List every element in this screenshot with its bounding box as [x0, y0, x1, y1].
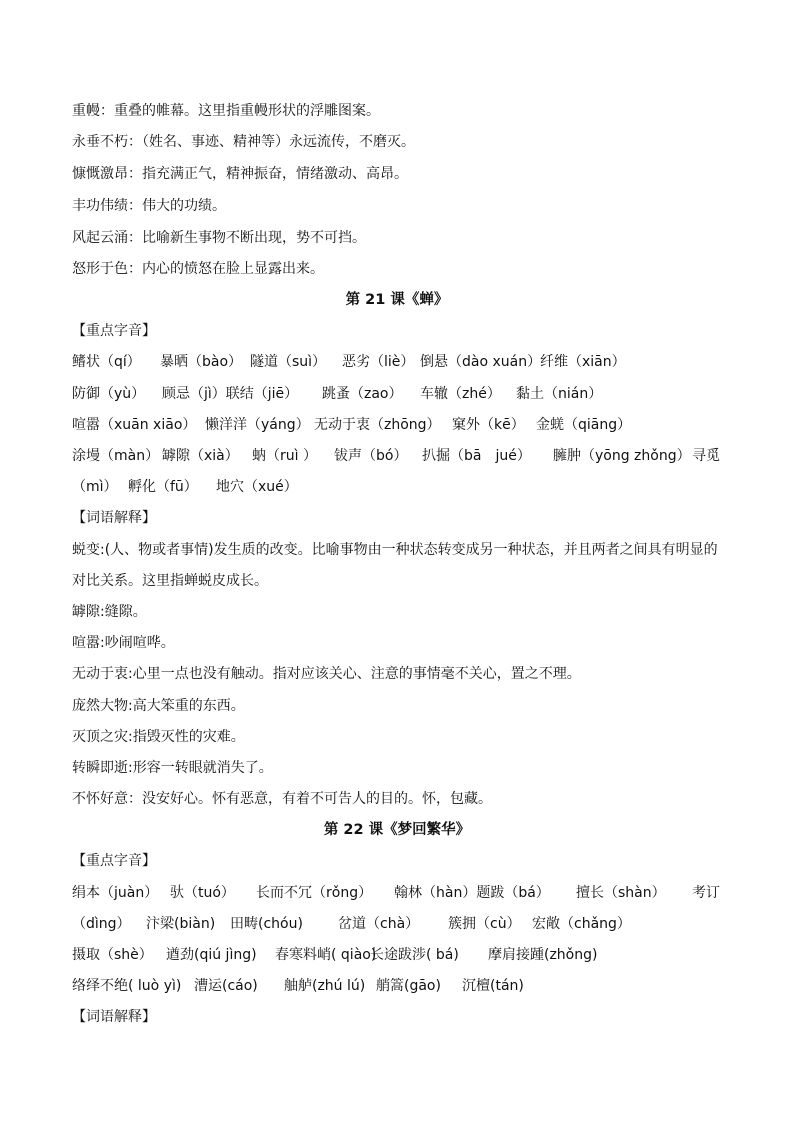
lesson-title: 第 21 课《蝉》 — [345, 292, 449, 308]
definition-line: 对比关系。这里指蝉蜕皮成长。 — [72, 573, 268, 589]
pron-item: 漕运(cáo) — [194, 978, 258, 994]
pron-item: 倒悬（dào xuán） — [420, 354, 542, 370]
pron-item: 跳蚤（zao） — [322, 386, 403, 402]
section-header: 【重点字音】 — [72, 323, 156, 339]
definition-line: 无动于衷:心里一点也没有触动。指对应该关心、注意的事情毫不关心，置之不理。 — [72, 666, 581, 682]
definition-line: 怒形于色：内心的愤怒在脸上显露出来。 — [72, 261, 324, 277]
pron-item: 防御（yù） — [72, 386, 146, 402]
pron-item: 绢本（juàn） — [72, 885, 159, 901]
pron-item: 汴梁(biàn) — [146, 916, 216, 932]
pron-item: 金蜣（qiāng） — [536, 417, 632, 433]
pron-item: 扒掘（bā jué） — [422, 448, 531, 464]
pron-item: 纤维（xiān） — [540, 354, 626, 370]
pron-item: 黏土（nián） — [516, 386, 603, 402]
definition-line: 重幔：重叠的帷幕。这里指重幔形状的浮雕图案。 — [72, 103, 380, 119]
definition-line: 喧嚣:吵闹喧哗。 — [72, 635, 175, 651]
pron-item: 长而不冗（rǒng） — [256, 885, 373, 901]
pron-item: 舳舻(zhú lú) — [284, 978, 366, 994]
pron-item: 驮（tuó） — [170, 885, 235, 901]
definition-line: 灭顶之灾:指毁灭性的灾难。 — [72, 729, 245, 745]
definition-line: 罅隙:缝隙。 — [72, 604, 147, 620]
definition-line: 转瞬即逝:形容一转眼就消失了。 — [72, 760, 273, 776]
pron-item: 罅隙（xià） — [162, 448, 239, 464]
pron-item: 翰林（hàn）题跋（bá） — [394, 885, 550, 901]
pron-item: 暴晒（bào） — [160, 354, 243, 370]
pron-item: 簇拥（cù） — [448, 916, 521, 932]
pron-item: 沉檀(tán) — [462, 978, 524, 994]
lesson-title: 第 22 课《梦回繁华》 — [323, 822, 471, 838]
definition-line: 丰功伟绩：伟大的功绩。 — [72, 198, 226, 214]
pron-item: 窠外（kē） — [452, 417, 525, 433]
pron-item: 宏敞（chǎng） — [532, 916, 631, 932]
pron-item: （dìng） — [72, 916, 131, 932]
pron-item: 春寒料峭( qiào) — [275, 947, 377, 963]
definition-line: 慷慨激昂：指充满正气，精神振奋，情绪激动、高昂。 — [72, 166, 408, 182]
pron-item: 鳍状（qí） — [72, 354, 141, 370]
pron-item: 臃肿（yōng zhǒng） — [553, 448, 691, 464]
pron-item: 懒洋洋（yáng） — [205, 417, 310, 433]
pron-item: 蚋（ruì ） — [252, 448, 317, 464]
pron-item: 孵化（fū） — [128, 479, 198, 495]
pron-item: 隧道（suì） — [250, 354, 327, 370]
pron-item: 摄取（shè） — [72, 947, 153, 963]
pron-item: 擅长（shàn） — [576, 885, 666, 901]
pron-item: 艄篙(gāo) — [376, 978, 441, 994]
definition-line: 庞然大物:高大笨重的东西。 — [72, 698, 245, 714]
definition-line: 永垂不朽：（姓名、事迹、精神等）永远流传，不磨灭。 — [72, 134, 415, 150]
pron-item: 车辙（zhé） — [420, 386, 501, 402]
pron-item: 恶劣（liè） — [342, 354, 415, 370]
definition-line: 风起云涌：比喻新生事物不断出现，势不可挡。 — [72, 230, 366, 246]
pron-item: 络绎不绝( luò yì) — [72, 978, 182, 994]
pron-item: 摩肩接踵(zhǒng) — [488, 947, 598, 963]
pron-item: 地穴（xué） — [216, 479, 298, 495]
pron-item: 喧嚣（xuān xiāo） — [72, 417, 197, 433]
pron-item: 涂墁（màn） — [72, 448, 160, 464]
pron-item: 钹声（bó） — [334, 448, 408, 464]
section-header: 【词语解释】 — [72, 510, 156, 526]
pron-item: 顾忌（jì）联结（jiē） — [162, 386, 299, 402]
definition-line: 蜕变:(人、物或者事情)发生质的改变。比喻事物由一种状态转变成另一种状态，并且两者之间具有明显的 — [72, 542, 718, 558]
pron-item: 寻觅 — [692, 448, 720, 464]
pron-item: 岔道（chà） — [338, 916, 420, 932]
pron-item: 考订 — [692, 885, 720, 901]
section-header: 【重点字音】 — [72, 853, 156, 869]
pron-item: （mì） — [72, 479, 118, 495]
section-header: 【词语解释】 — [72, 1009, 156, 1025]
definition-line: 不怀好意：没安好心。怀有恶意，有着不可告人的目的。怀，包藏。 — [72, 791, 492, 807]
pron-item: 田畴(chóu) — [230, 916, 303, 932]
pron-item: 无动于衷（zhōng） — [314, 417, 441, 433]
pron-item: 长途跋涉( bá) — [370, 947, 459, 963]
pron-item: 遒劲(qiú jìng) — [166, 947, 257, 963]
